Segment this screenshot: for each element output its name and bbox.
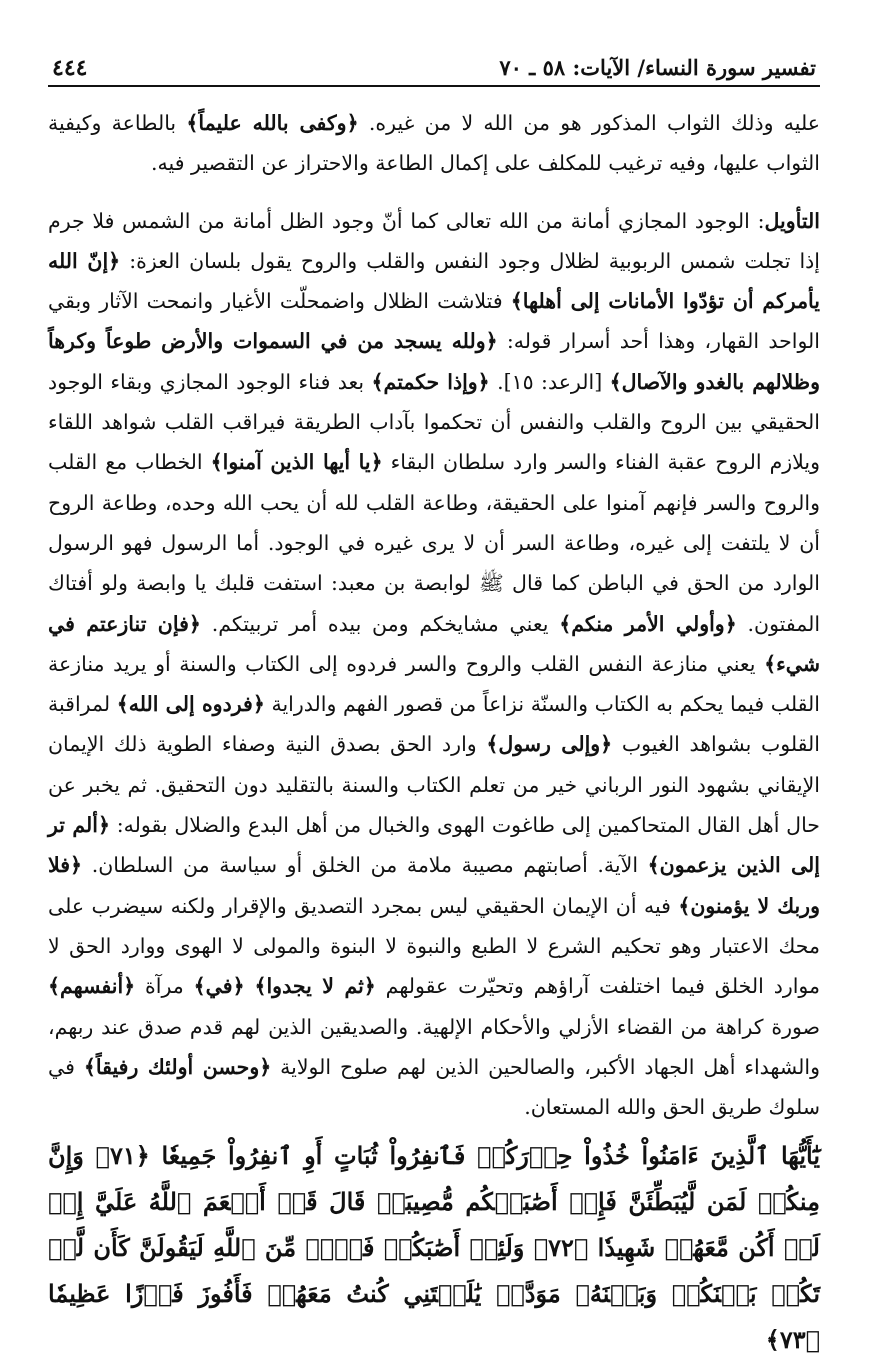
- quran-quote: ﴿إنّ الله يأمركم أن تؤدّوا الأمانات إلى أهلها﴾: [48, 248, 821, 314]
- text-run: عليه وذلك الثواب المذكور هو من الله لا من غيره.: [358, 111, 820, 135]
- text-run: في سلوك طريق الحق والله المستعان.: [48, 1054, 820, 1120]
- text-run: : الوجود المجازي أمانة من الله تعالى كما أنّ وجود الظل أمانة من الشمس فلا جرم إذا تجلت شمس الربوبية لظلال وجود النفس والقلب والروح يقول بلسان العزة:: [48, 208, 821, 273]
- text-run: يعني مشايخكم ومن بيده أمر تربيتكم.: [200, 611, 560, 636]
- text-run: بعد فناء الوجود المجازي وبقاء الوجود الحقيقي بين الروح والقلب والنفس أن تحكموا بآداب الطريقة فيراقب القلب شواهد اللقاء ويلازم الروح عقبة الفناء والسر وارد سلطان البقاء: [48, 369, 820, 475]
- quran-verses: يَٰٓأَيُّهَا ٱلَّذِينَ ءَامَنُواْ خُذُواْ حِذۡرَكُمۡ فَٱنفِرُواْ ثُبَاتٍ أَوِ ٱنفِرُواْ جَمِيعٗا ﴿٧١﴾ وَإِنَّ مِنكُمۡ لَمَن لَّيُبَطِّئَنَّ فَإِنۡ أَصَٰبَتۡكُم مُّصِيبَةٞ قَالَ قَدۡ أَنۡعَمَ ٱللَّهُ عَلَيَّ إِذۡ لَمۡ أَكُن مَّعَهُمۡ شَهِيدٗا ﴿٧٢﴾ وَلَئِنۡ أَصَٰبَكُمۡ فَضۡلٞ مِّنَ ٱللَّهِ لَيَقُولَنَّ كَأَن لَّمۡ تَكُنۢ بَيۡنَكُمۡ وَبَيۡنَهُۥ مَوَدَّةٞ يَٰلَيۡتَنِي كُنتُ مَعَهُمۡ فَأَفُوزَ فَوۡزًا عَظِيمٗا ﴿٧٣﴾: [48, 1141, 820, 1355]
- text-run: [245, 974, 255, 998]
- quran-quote: ﴿وحسن أولئك رفيقاً﴾: [83, 1054, 272, 1079]
- quran-quote: التأويل: [764, 208, 820, 233]
- quran-quote: ﴿ألم تر إلى الذين يزعمون﴾: [48, 813, 820, 878]
- text-run: الخطاب مع القلب والروح والسر فإنهم آمنوا على الحقيقة، وطاعة القلب لله أن يحب الله وحده، وطاعة الروح أن لا يلتفت إلى غيره، وطاعة السر أن لا يرى غيره في الوجود. أما الرسول فهو الرسول الوارد من الحق في الباطن كما قال ﷺ لوابصة بن معبد: استفت قلبك يا وابصة ولو أفتاك المفتون.: [48, 450, 821, 636]
- text-run: وارد الحق بصدق النية وصفاء الطوية ذلك الإيمان الإيقاني بشهود النور الرباني خير من تعلم الكتاب والسنة بالتقليد دون التحقيق. ثم يخبر عن حال أهل القال المتحاكمين إلى طاغوت الهوى والخبال من أهل البدع والضلال بقوله:: [48, 732, 820, 838]
- quran-quote: ﴿فإن تنازعتم في شيء﴾: [48, 611, 820, 676]
- text-run: الآية. أصابتهم مصيبة ملامة من الخلق أو سياسة من السلطان.: [82, 853, 648, 878]
- running-title: تفسير سورة النساء/ الآيات: ٥٨ ـ ٧٠: [499, 55, 816, 80]
- quran-quote: ﴿فردوه إلى الله﴾: [116, 692, 265, 717]
- paragraph: [48, 201, 820, 1128]
- quran-quote: ﴿أنفسهم﴾: [48, 974, 136, 999]
- quran-quote: ﴿ثم لا يجدوا﴾: [254, 974, 376, 999]
- text-run: [الرعد: ١٥].: [489, 369, 610, 394]
- quran-quote: ﴿وإذا حكمتم﴾: [371, 369, 490, 394]
- text-run: فيه أن الإيمان الحقيقي ليس بمجرد التصديق والإقرار ولكنه سيضرب على محك الاعتبار وهو تحكيم الشرع لا الطبع والنبوة لا البنوة والمولى لا الهوى ووارد الحق لا موارد الخلق فيما اختلفت آراؤهم وتحيّرت عقولهم: [48, 893, 820, 999]
- quran-quote: ﴿وكفى بالله عليماً﴾: [186, 111, 359, 135]
- quran-quote: ﴿وأولي الأمر منكم﴾: [559, 611, 737, 636]
- text-run: يعني منازعة النفس القلب والروح والسر فردوه إلى الكتاب والسنة أو يريد منازعة القلب فيما يحكم به الكتاب والسنّة نزاعاً من قصور الفهم والدراية: [48, 651, 820, 717]
- quran-quote: ﴿فلا وربك لا يؤمنون﴾: [48, 853, 820, 918]
- paragraph: [48, 103, 820, 184]
- text-run: لمراقبة القلوب بشواهد الغيوب: [48, 692, 820, 757]
- text-run: بالطاعة وكيفية الثواب عليها، وفيه ترغيب للمكلف على إكمال الطاعة والاحتراز عن التقصير فيه.: [48, 111, 820, 176]
- quran-quote: ﴿في﴾: [193, 974, 245, 999]
- quran-quote: ﴿ولله يسجد من في السموات والأرض طوعاً وكرهاً وظلالهم بالغدو والآصال﴾: [48, 329, 821, 394]
- quran-quote: ﴿وإلى رسول﴾: [486, 732, 613, 757]
- text-run: صورة كراهة من القضاء الأزلي والأحكام الإلهية. والصديقين الذين لهم قدم صدق عند ربهم، والشهداء أهل الجهاد الأكبر، والصالحين الذين لهم صلوح الولاية: [48, 1014, 820, 1079]
- quran-quote: ﴿يا أيها الذين آمنوا﴾: [210, 450, 383, 475]
- book-page: [48, 55, 820, 1363]
- text-run: فتلاشت الظلال واضمحلّت الأغيار وانمحت الآثار وبقي الواحد القهار، وهذا أحد أسرار قوله:: [48, 289, 820, 354]
- commentary-body: [48, 103, 820, 1127]
- page-header: [48, 55, 820, 87]
- text-run: مرآة: [135, 974, 194, 999]
- page-number: ٤٤٤: [52, 55, 88, 81]
